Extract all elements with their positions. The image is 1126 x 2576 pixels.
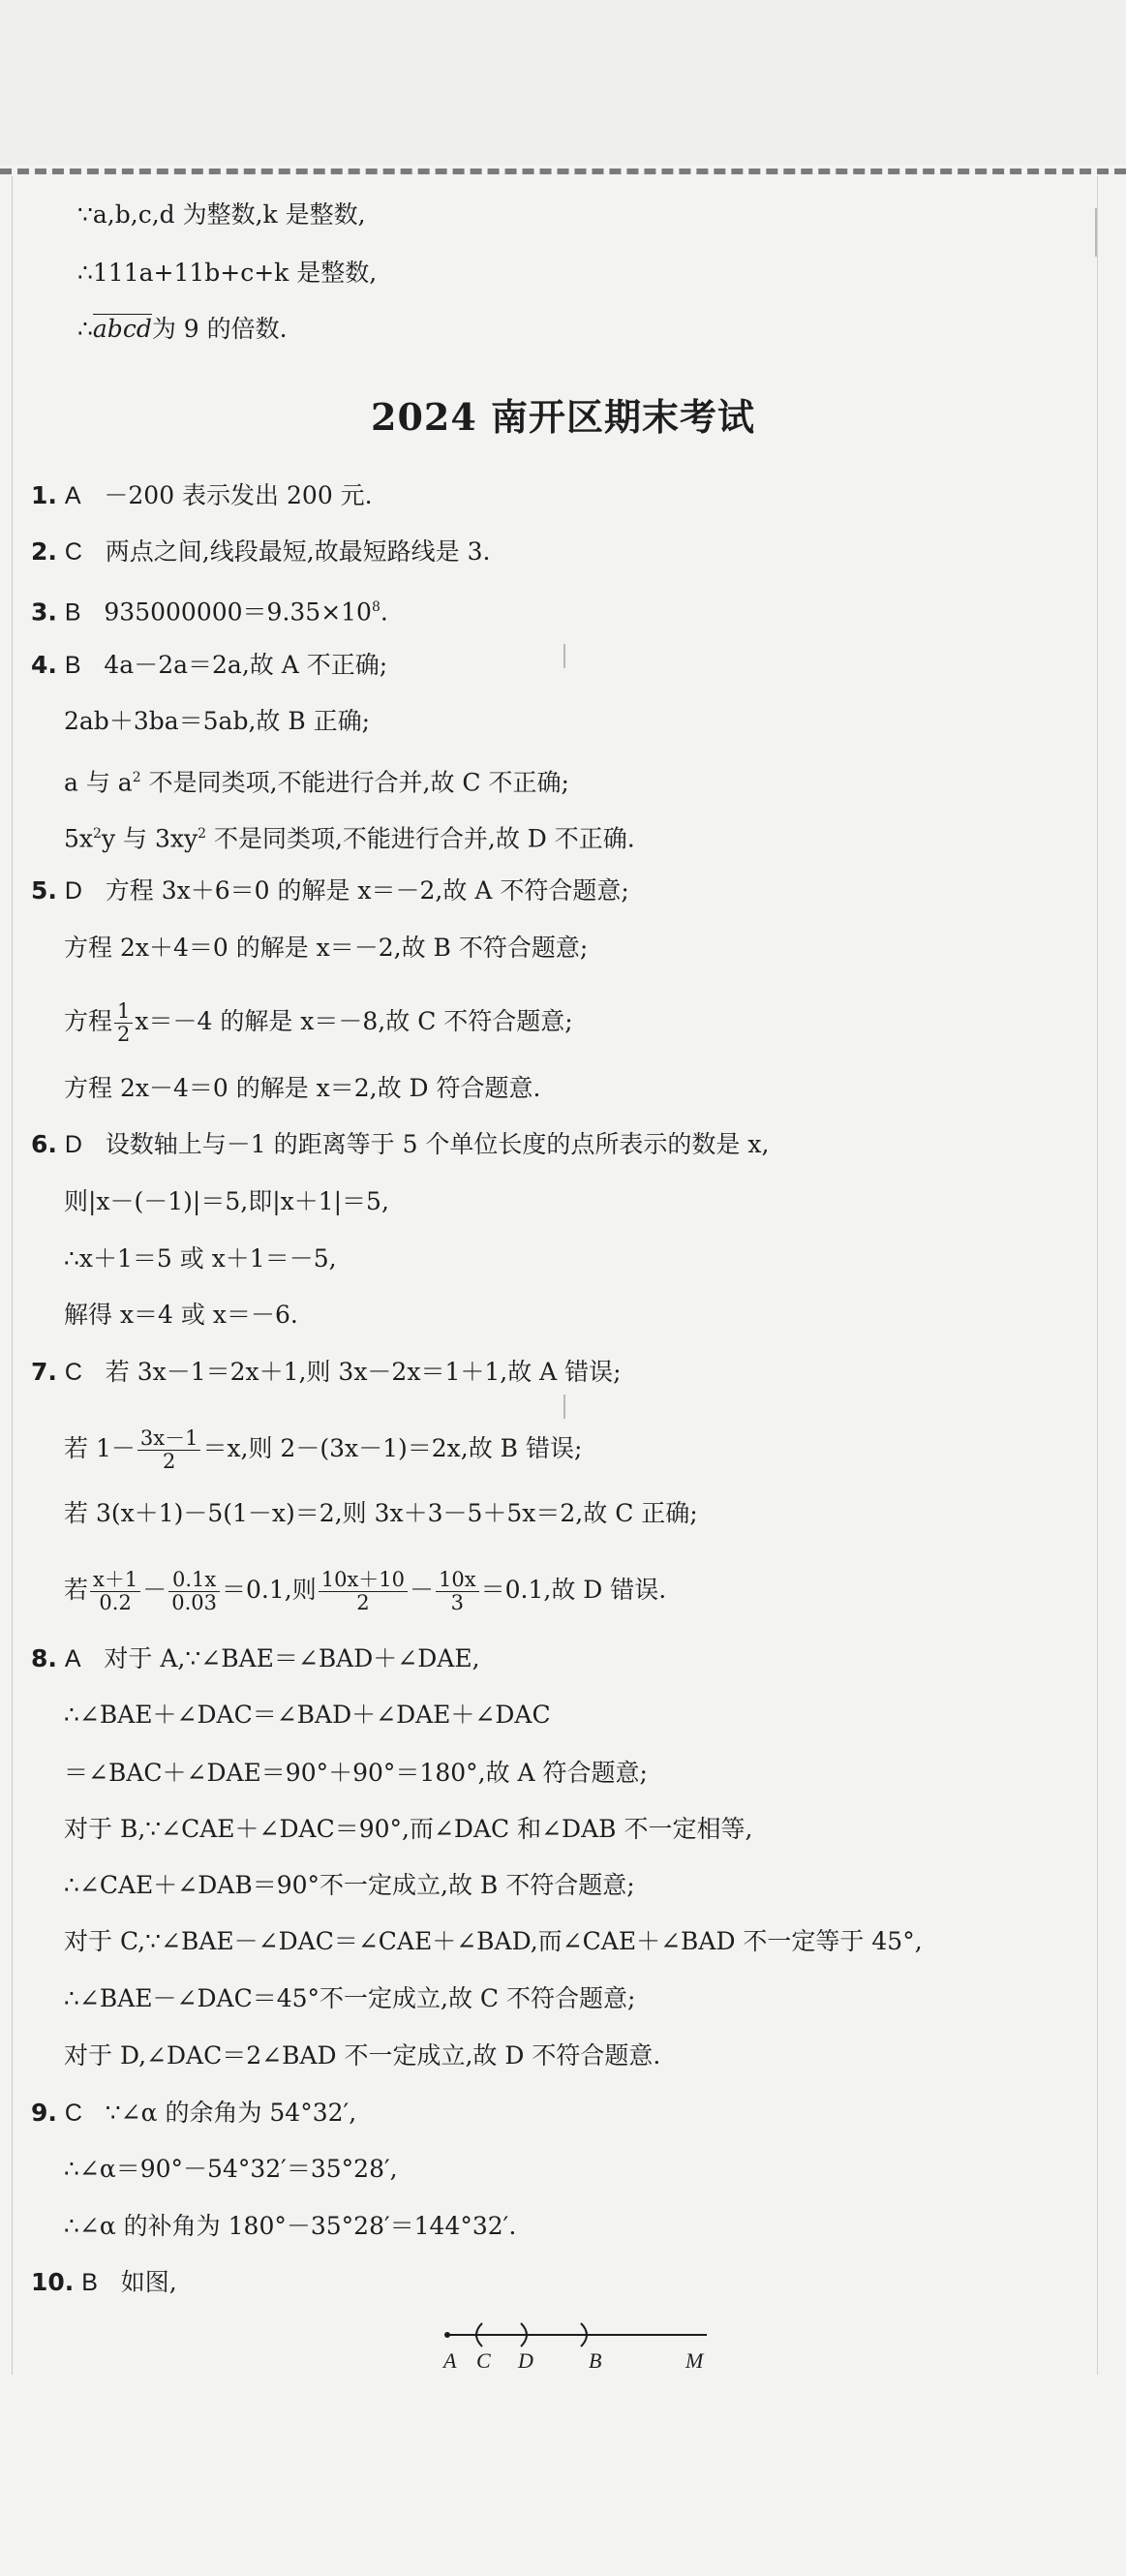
answer-line: ∴∠α 的补角为 180°－35°28′＝144°32′.	[64, 2212, 517, 2240]
proof-line: ∴111a+11b+c+k 是整数,	[77, 259, 378, 287]
answer-line: ∴∠BAE＋∠DAC＝∠BAD＋∠DAE＋∠DAC	[64, 1701, 551, 1729]
scan-mark	[563, 644, 565, 668]
proof-line: ∴abcd为 9 的倍数.	[77, 315, 288, 343]
point-label: A	[443, 2348, 457, 2373]
answer-line: 解得 x＝4 或 x＝－6.	[64, 1301, 298, 1329]
point-label: M	[685, 2348, 704, 2373]
answer-line: ＝∠BAC＋∠DAE＝90°＋90°＝180°,故 A 符合题意;	[64, 1759, 648, 1787]
answer-line: ∴∠BAE－∠DAC＝45°不一定成立,故 C 不符合题意;	[64, 1984, 636, 2012]
answer-line: 2ab＋3ba＝5ab,故 B 正确;	[64, 707, 371, 735]
answer-item: 6. D 设数轴上与－1 的距离等于 5 个单位长度的点所表示的数是 x,	[31, 1130, 770, 1158]
proof-line: ∵a,b,c,d 为整数,k 是整数,	[77, 200, 366, 229]
dashed-divider	[0, 169, 1126, 174]
point-label: D	[518, 2348, 533, 2373]
answer-item: 7. C 若 3x－1＝2x＋1,则 3x－2x＝1＋1,故 A 错误;	[31, 1358, 622, 1386]
answer-line: 则|x－(－1)|＝5,即|x＋1|＝5,	[64, 1187, 389, 1215]
answer-item: 2. C 两点之间,线段最短,故最短路线是 3.	[31, 537, 491, 566]
answer-item: 3. B $935000000=9.35\times 10^8$.	[31, 598, 388, 627]
answer-line: 若 1－ $\frac{3x-1}{2}$ ＝x,则 2－(3x－1)＝2x,故 B 错误;	[64, 1426, 583, 1473]
answer-line: 方程 2x＋4＝0 的解是 x＝－2,故 B 不符合题意;	[64, 934, 589, 962]
answer-line: 方程 2x－4＝0 的解是 x＝2,故 D 符合题意.	[64, 1074, 541, 1102]
answer-item: 9. C ∵∠α 的余角为 54°32′,	[31, 2099, 357, 2127]
scan-mark	[1095, 208, 1097, 257]
answer-line: 若 $\frac{x+1}{0.2}$ － $\frac{0.1x}{0.03}$ ＝0.1,则 $\frac{10x+10}{2}$ － $\frac{10x}{3}$ ＝0.1,故 D 错误.	[64, 1568, 667, 1614]
answer-item: 5. D 方程 3x＋6＝0 的解是 x＝－2,故 A 不符合题意;	[31, 876, 629, 905]
answer-line: ∴∠α＝90°－54°32′＝35°28′,	[64, 2155, 398, 2183]
answer-item: 10. B 如图,	[31, 2268, 177, 2296]
answer-line: 方程 $\frac{1}{2}$ x＝－4 的解是 x＝－8,故 C 不符合题意;	[64, 999, 573, 1046]
answer-line: ∴x＋1＝5 或 x＋1＝－5,	[64, 1244, 337, 1273]
point-label: B	[589, 2348, 602, 2373]
answer-item: 1. A －200 表示发出 200 元.	[31, 481, 373, 509]
segment-diagram	[426, 2319, 716, 2358]
top-margin	[0, 0, 1126, 165]
answer-line: 对于 C,∵∠BAE－∠DAC＝∠CAE＋∠BAD,而∠CAE＋∠BAD 不一定等于 45°,	[64, 1927, 923, 1955]
answer-line: 对于 B,∵∠CAE＋∠DAC＝90°,而∠DAC 和∠DAB 不一定相等,	[64, 1815, 753, 1843]
answer-line: 对于 D,∠DAC＝2∠BAD 不一定成立,故 D 不符合题意.	[64, 2041, 661, 2070]
answer-item: 4. B 4a－2a＝2a,故 A 不正确;	[31, 651, 388, 679]
answer-item: 8. A 对于 A,∵∠BAE＝∠BAD＋∠DAE,	[31, 1644, 480, 1672]
answer-line: a 与 $a^2$ 不是同类项,不能进行合并,故 C 不正确;	[64, 768, 569, 797]
answer-line: $5x^2y$ 与 $3xy^2$ 不是同类项,不能进行合并,故 D 不正确.	[64, 824, 635, 853]
segment-figure	[426, 2319, 716, 2387]
scan-mark	[563, 1395, 565, 1419]
answer-line: ∴∠CAE＋∠DAB＝90°不一定成立,故 B 不符合题意;	[64, 1871, 635, 1899]
left-margin-line	[12, 176, 13, 2375]
answer-line: 若 3(x＋1)－5(1－x)＝2,则 3x＋3－5＋5x＝2,故 C 正确;	[64, 1499, 698, 1527]
point-label: C	[476, 2348, 491, 2373]
section-title: 2024 南开区期末考试	[371, 395, 755, 439]
right-margin-line	[1097, 176, 1098, 2375]
